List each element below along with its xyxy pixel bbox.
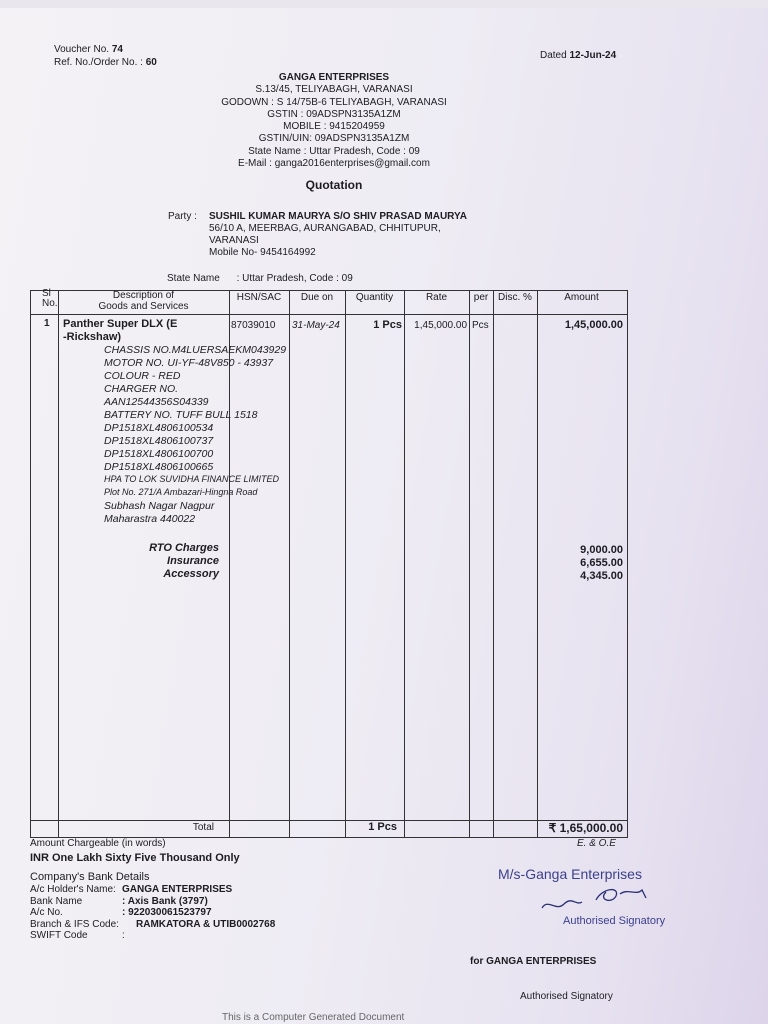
charge-label: Insurance [167, 555, 219, 567]
party-label: Party : [168, 211, 197, 222]
col-divider [345, 290, 346, 837]
item-due: 31-May-24 [292, 320, 340, 331]
header-amount: Amount [564, 292, 599, 303]
header-no-text: No. [42, 298, 58, 309]
company-state: State Name : Uttar Pradesh, Code : 09 [248, 145, 420, 157]
company-email: E-Mail : ganga2016enterprises@gmail.com [238, 158, 430, 170]
dated-value: 12-Jun-24 [569, 50, 617, 61]
header-quantity: Quantity [355, 292, 394, 303]
total-amount: ₹ 1,65,000.00 [548, 821, 623, 835]
item-per: Pcs [472, 320, 489, 331]
ac-value: : 922030061523797 [122, 907, 212, 918]
company-address: S.13/45, TELIYABAGH, VARANASI [255, 84, 413, 96]
ref-label: Ref. No./Order No. : [54, 57, 143, 68]
holder-label: A/c Holder's Name: [30, 884, 116, 895]
detail-line: HPA TO LOK SUVIDHA FINANCE LIMITED [104, 474, 280, 484]
detail-line: DP1518XL4806100665 [104, 461, 214, 473]
eoe: E. & O.E [577, 838, 616, 849]
for-company: for GANGA ENTERPRISES [470, 956, 597, 967]
dated-label: Dated [540, 50, 567, 61]
bank-label: Bank Name [30, 895, 83, 907]
header-desc1: Description of [112, 290, 175, 301]
company-gstin: GSTIN : 09ADSPN3135A1ZM [267, 108, 401, 120]
swift-value: : [122, 930, 125, 941]
header-per: per [473, 292, 489, 303]
item-quantity: 1 Pcs [373, 319, 402, 331]
total-quantity: 1 Pcs [368, 821, 397, 833]
computer-generated-note: This is a Computer Generated Document [222, 1012, 405, 1023]
col-divider [229, 290, 230, 837]
header-sl-text: Sl [42, 288, 51, 299]
document-title: Quotation [305, 178, 363, 192]
swift-label: SWIFT Code [30, 930, 88, 941]
party-mobile: Mobile No- 9454164992 [209, 247, 316, 258]
detail-line: DP1518XL4806100700 [104, 448, 214, 460]
detail-line: MOTOR NO. UI-YF-48V850 - 43937 [104, 357, 274, 369]
detail-line: DP1518XL4806100534 [104, 422, 214, 434]
detail-line: BATTERY NO. TUFF BULL 1518 [104, 409, 258, 421]
header-rate: Rate [425, 292, 448, 303]
voucher-number [54, 44, 123, 55]
order-number [54, 57, 157, 68]
bank-labels [30, 884, 119, 942]
amount-words-label: Amount Chargeable (in words) [30, 838, 166, 849]
company-godown: GODOWN : S 14/75B-6 TELIYABAGH, VARANASI [221, 96, 447, 108]
party-state-label: State Name [167, 273, 220, 284]
holder-value: GANGA ENTERPRISES [122, 884, 233, 895]
header-sl [42, 289, 58, 309]
header-hsn: HSN/SAC [236, 292, 282, 303]
charge-label: RTO Charges [149, 542, 219, 554]
col-divider [493, 290, 494, 837]
company-block [184, 72, 484, 170]
item-name-line1: Panther Super DLX (E [63, 318, 178, 330]
signature-icon [536, 882, 656, 916]
detail-line: AAN12544356S04339 [104, 396, 209, 408]
detail-line: COLOUR - RED [104, 370, 181, 382]
col-divider [404, 290, 405, 837]
party-state [167, 273, 353, 284]
charge-label: Accessory [163, 568, 219, 580]
branch-label: Branch & IFS Code: [30, 918, 119, 930]
header-desc2: Goods and Services [98, 301, 189, 312]
bank-title: Company's Bank Details [30, 871, 150, 883]
total-label: Total [192, 822, 214, 833]
charge-amount: 9,000.00 [580, 544, 623, 556]
item-hsn: 87039010 [231, 320, 276, 331]
authorised-signatory: Authorised Signatory [520, 991, 613, 1002]
header-description [58, 290, 229, 312]
ac-label: A/c No. [30, 907, 63, 918]
party-state-value: : Uttar Pradesh, Code : 09 [236, 273, 353, 284]
col-divider [469, 290, 470, 837]
detail-line: Subhash Nagar Nagpur [104, 500, 215, 512]
detail-line: CHASSIS NO.M4LUERSAEKM043929 [104, 344, 287, 356]
charge-amount: 4,345.00 [580, 570, 623, 582]
stamp-signatory: Authorised Signatory [563, 915, 666, 927]
col-divider [289, 290, 290, 837]
ref-value: 60 [145, 57, 157, 68]
party-address2: VARANASI [209, 235, 259, 246]
detail-line: DP1518XL4806100737 [104, 435, 214, 447]
item-rate: 1,45,000.00 [414, 320, 467, 331]
company-name: GANGA ENTERPRISES [278, 72, 390, 83]
party-address1: 56/10 A, MEERBAG, AURANGABAD, CHHITUPUR, [209, 223, 441, 234]
bank-value: : Axis Bank (3797) [122, 895, 208, 907]
detail-line: Maharastra 440022 [104, 513, 196, 525]
bank-values [122, 884, 275, 942]
item-amount: 1,45,000.00 [564, 319, 623, 331]
item-name-line2: -Rickshaw) [63, 331, 122, 343]
company-mobile: MOBILE : 9415204959 [283, 121, 385, 133]
header-disc: Disc. % [498, 292, 532, 303]
detail-line: CHARGER NO. [104, 383, 179, 395]
charge-amount: 6,655.00 [580, 557, 623, 569]
item-name [63, 318, 177, 344]
stamp-company: M/s-Ganga Enterprises [498, 866, 642, 882]
party-block [209, 211, 467, 259]
voucher-value: 74 [111, 44, 123, 55]
date [540, 50, 616, 61]
party-name: SUSHIL KUMAR MAURYA S/O SHIV PRASAD MAURYA [209, 211, 467, 222]
voucher-label: Voucher No. [54, 44, 110, 55]
header-due: Due on [300, 292, 334, 303]
branch-value: RAMKATORA & UTIB0002768 [136, 918, 276, 930]
amount-in-words: INR One Lakh Sixty Five Thousand Only [30, 852, 240, 864]
col-divider [58, 290, 59, 837]
company-gstin-uin: GSTIN/UIN: 09ADSPN3135A1ZM [258, 133, 410, 145]
item-sl: 1 [44, 318, 50, 329]
detail-line: Plot No. 271/A Ambazari-Hingna Road [104, 487, 258, 497]
